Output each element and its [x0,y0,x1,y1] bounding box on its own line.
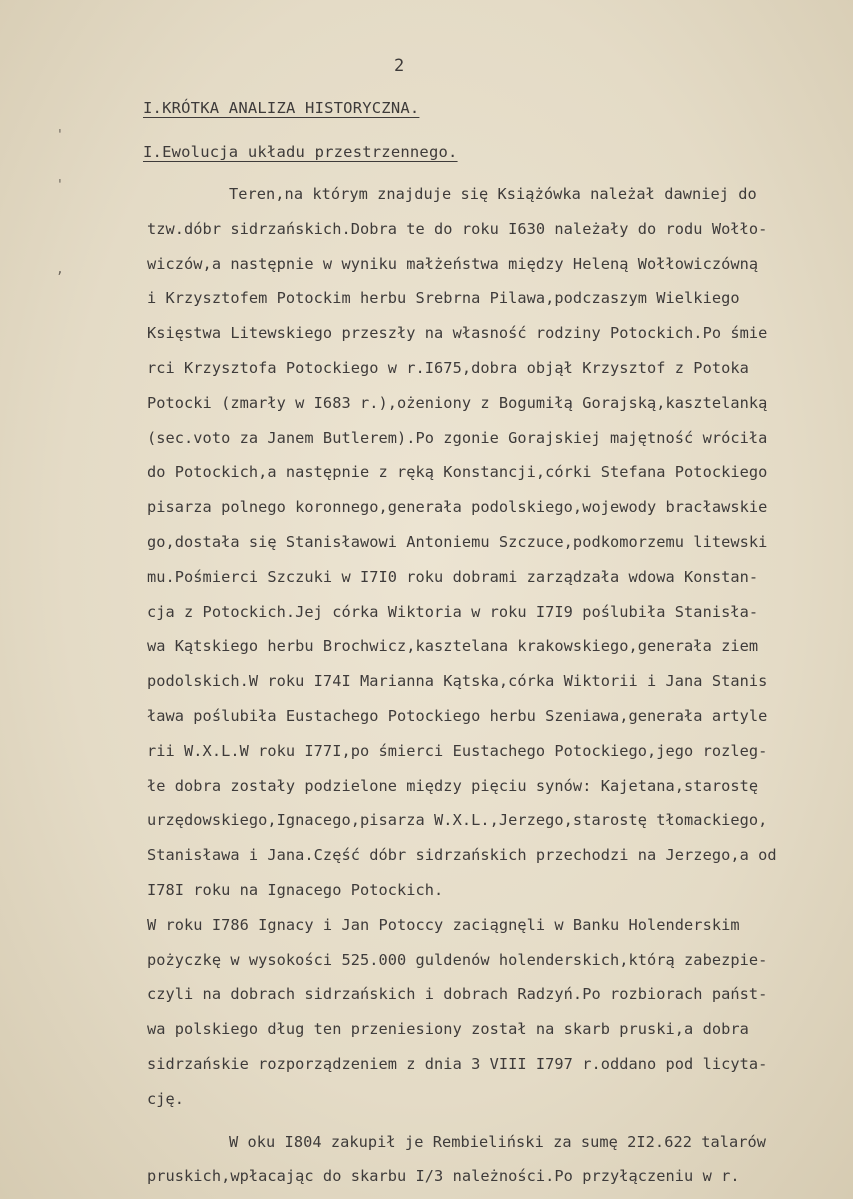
text-line: podolskich.W roku I74I Marianna Kątska,córka Wiktorii i Jana Stanis [147,672,768,690]
text-line: sidrzańskie rozporządzeniem z dnia 3 VIII I797 r.oddano pod licyta- [147,1055,768,1073]
text-line: wiczów,a następnie w wyniku małżeństwa między Heleną Wołłowiczówną [147,255,759,273]
text-line: pruskich,wpłacając do skarbu I/3 należności.Po przyłączeniu w r. [147,1167,740,1185]
text-line: Teren,na którym znajduje się Książówka należał dawniej do [229,185,757,203]
margin-mark: , [56,262,64,277]
text-line: I78I roku na Ignacego Potockich. [147,881,444,899]
text-line: cja z Potockich.Jej córka Wiktoria w roku I7I9 poślubiła Stanisła- [147,603,759,621]
text-line: W roku I786 Ignacy i Jan Potoccy zaciągnęli w Banku Holenderskim [147,916,740,934]
margin-mark: ' [56,128,64,143]
text-line: rii W.X.L.W roku I77I,po śmierci Eustachego Potockiego,jego rozleg- [147,742,768,760]
text-line: pożyczkę w wysokości 525.000 guldenów holenderskich,którą zabezpie- [147,951,768,969]
margin-mark: ' [56,178,64,193]
text-line: W oku I804 zakupił je Rembieliński za sumę 2I2.622 talarów [229,1133,767,1151]
page-number: 2 [394,56,405,76]
text-line: wa Kątskiego herbu Brochwicz,kasztelana krakowskiego,generała ziem [147,637,759,655]
text-line: łe dobra zostały podzielone między pięciu synów: Kajetana,starostę [147,777,759,795]
subsection-heading: I.Ewolucja układu przestrzennego. [143,143,458,161]
text-line: rci Krzysztofa Potockiego w r.I675,dobra objął Krzysztof z Potoka [147,359,749,377]
text-line: wa polskiego dług ten przeniesiony został na skarb pruski,a dobra [147,1020,749,1038]
text-line: urzędowskiego,Ignacego,pisarza W.X.L.,Jerzego,starostę tłomackiego, [147,811,768,829]
text-line: (sec.voto za Janem Butlerem).Po zgonie Gorajskiej majętność wróciła [147,429,768,447]
text-line: cję. [147,1090,185,1108]
text-line: mu.Pośmierci Szczuki w I7I0 roku dobrami zarządzała wdowa Konstan- [147,568,759,586]
text-line: do Potockich,a następnie z ręką Konstancji,córki Stefana Potockiego [147,463,768,481]
text-line: czyli na dobrach sidrzańskich i dobrach Radzyń.Po rozbiorach państ- [147,985,768,1003]
text-line: Potocki (zmarły w I683 r.),ożeniony z Bogumiłą Gorajską,kasztelanką [147,394,768,412]
text-line: i Krzysztofem Potockim herbu Srebrna Pilawa,podczaszym Wielkiego [147,289,740,307]
section-heading: I.KRÓTKA ANALIZA HISTORYCZNA. [143,99,420,117]
text-line: ława poślubiła Eustachego Potockiego herbu Szeniawa,generała artyle [147,707,768,725]
text-line: tzw.dóbr sidrzańskich.Dobra te do roku I630 należały do rodu Wołło- [147,220,768,238]
text-line: Stanisława i Jana.Część dóbr sidrzańskich przechodzi na Jerzego,a od [147,846,777,864]
text-line: pisarza polnego koronnego,generała podolskiego,wojewody bracławskie [147,498,768,516]
text-line: go,dostała się Stanisławowi Antoniemu Szczuce,podkomorzemu litewski [147,533,768,551]
text-line: Księstwa Litewskiego przeszły na własność rodziny Potockich.Po śmie [147,324,768,342]
